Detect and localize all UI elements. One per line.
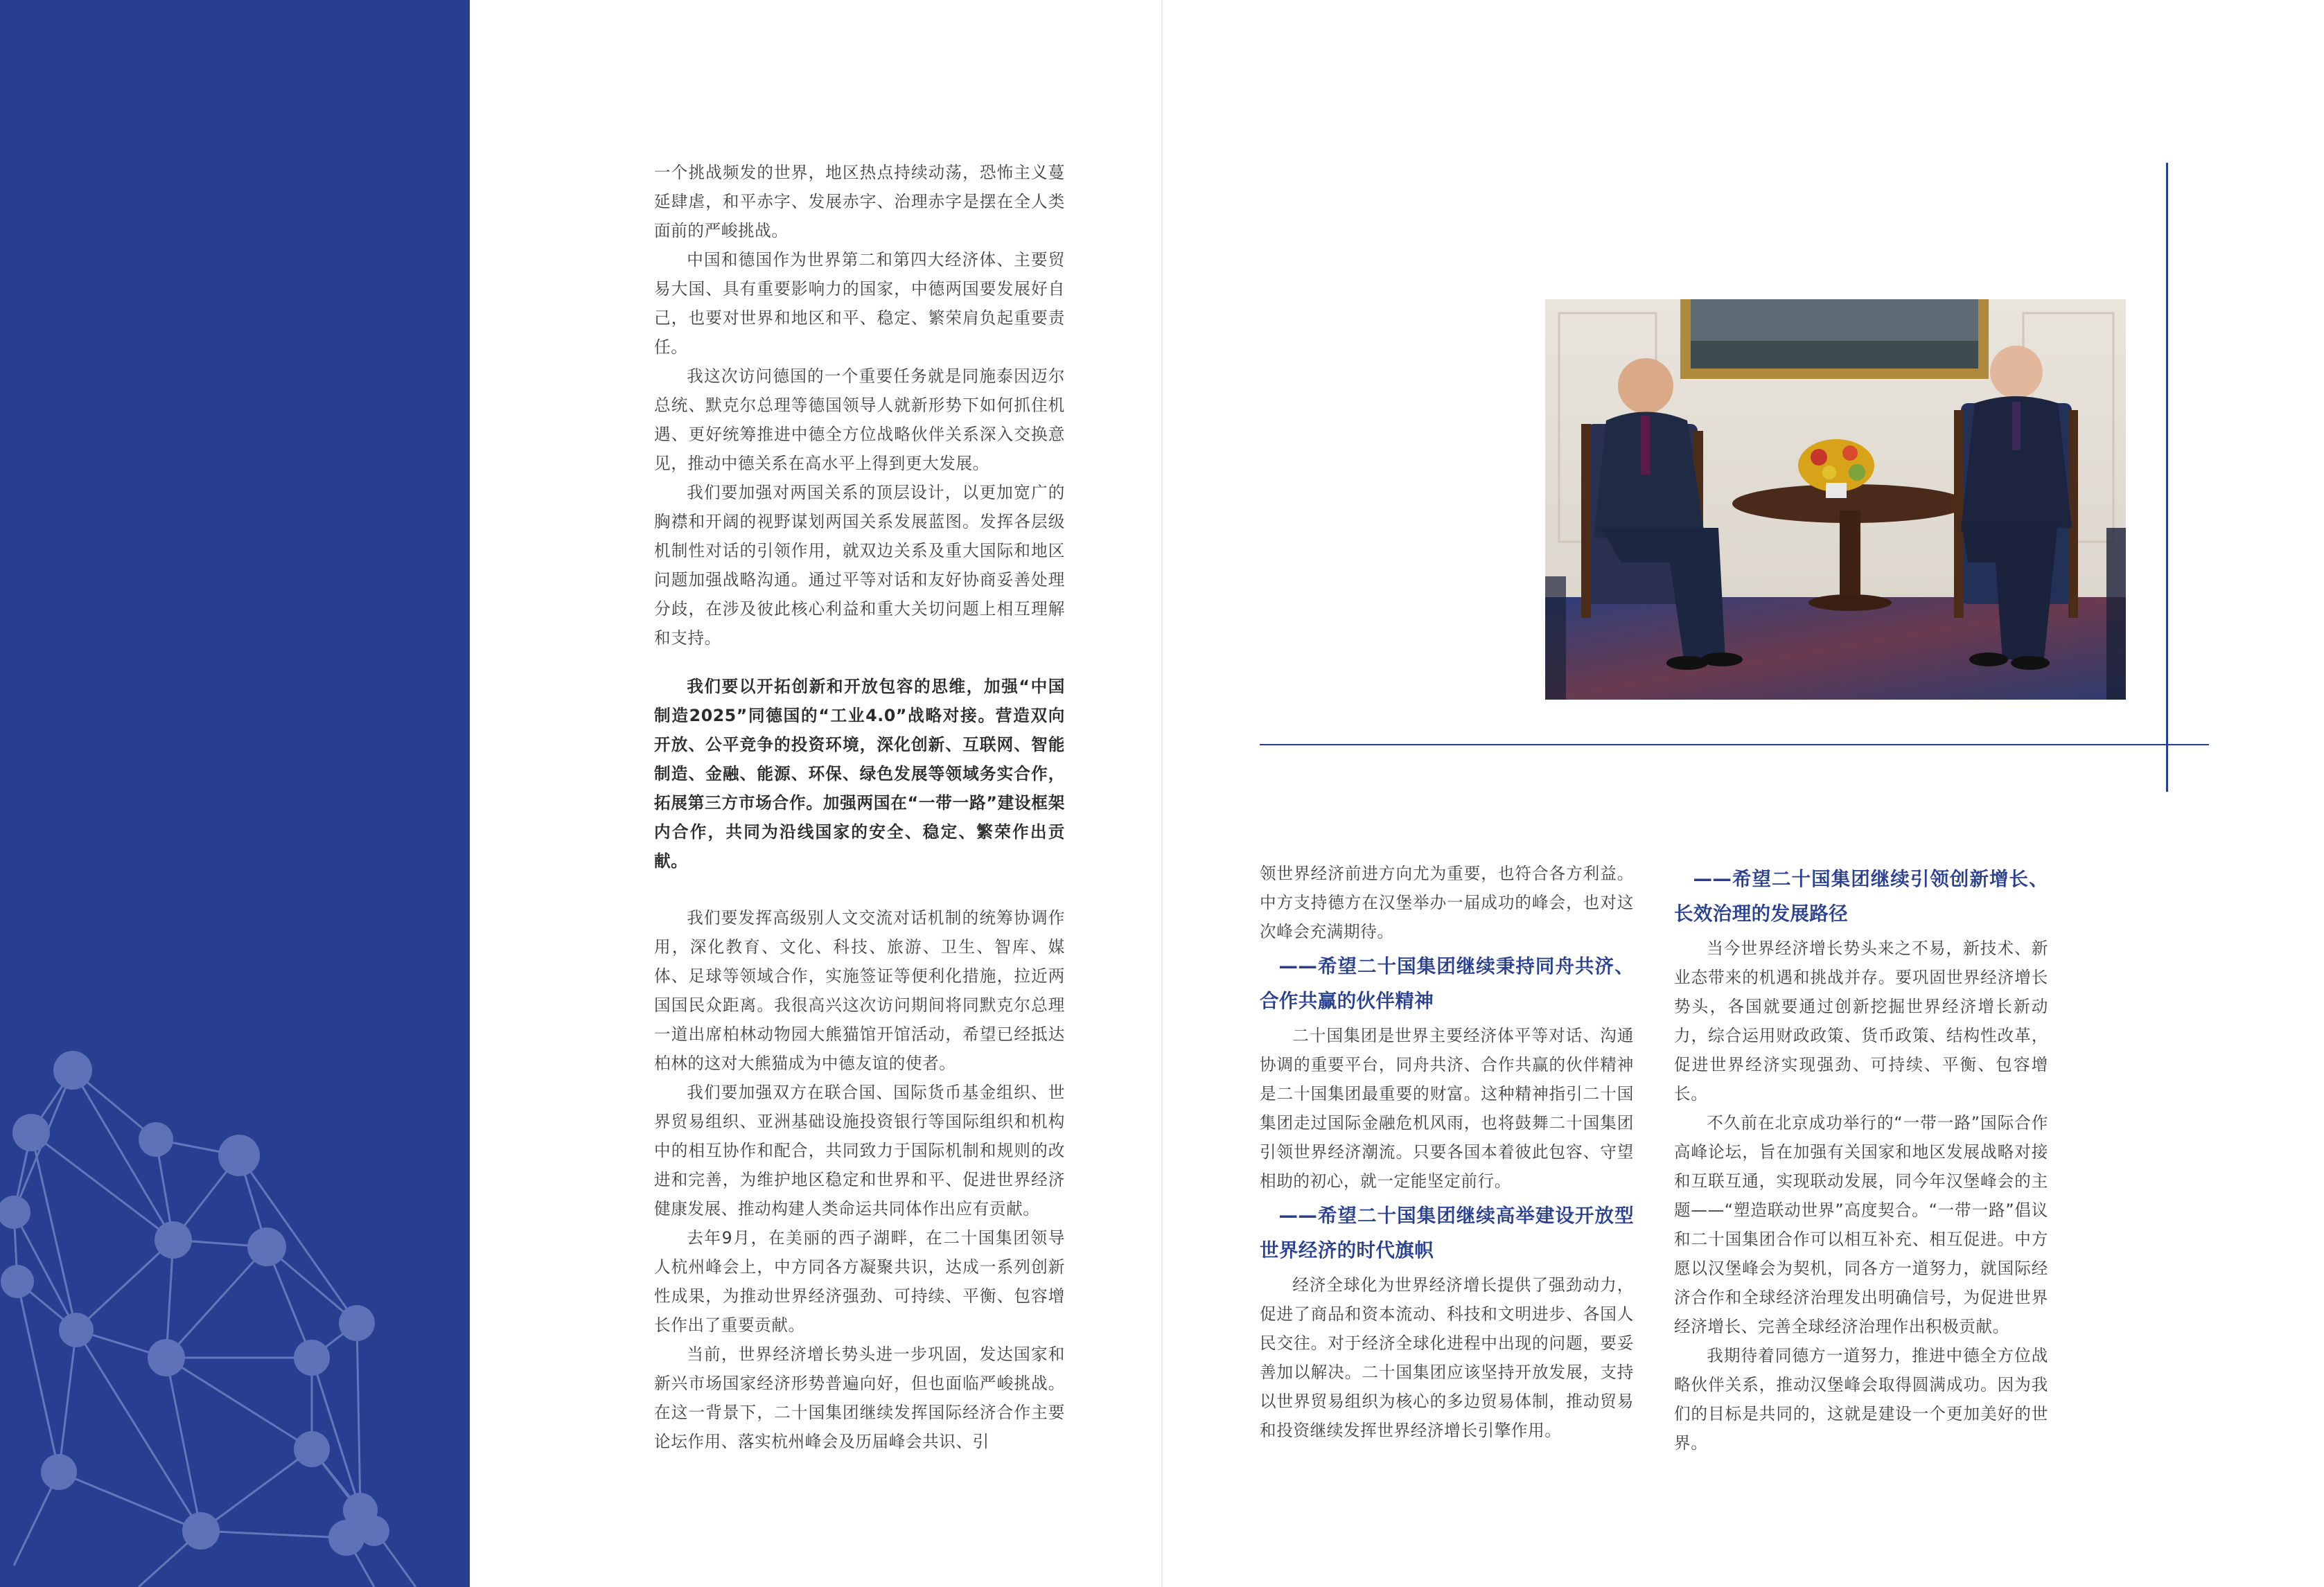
paragraph: 经济全球化为世界经济增长提供了强劲动力，促进了商品和资本流动、科技和文明进步、各国人民交往。对于经济全球化进程中出现的问题，要妥善加以解决。二十国集团应该坚持开放发展，支持以世界贸易组织为核心的多边贸易体制，推动贸易和投资继续发挥世界经济增长引擎作用。 bbox=[1260, 1275, 1634, 1440]
paragraph: 当前，世界经济增长势头进一步巩固，发达国家和新兴市场国家经济形势普遍向好，但也面临严峻挑战。在这一背景下，二十国集团继续发挥国际经济合作主要论坛作用、落实杭州峰会及历届峰会共识、引 bbox=[654, 1345, 1065, 1451]
left-page-column bbox=[654, 158, 1065, 1456]
paragraph: 领世界经济前进方向尤为重要，也符合各方利益。中方支持德方在汉堡举办一届成功的峰会，也对这次峰会充满期待。 bbox=[1260, 864, 1634, 941]
network-graphic bbox=[0, 1039, 470, 1587]
paragraph: 当今世界经济增长势头来之不易，新技术、新业态带来的机遇和挑战并存。要巩固世界经济增长势头，各国就要通过创新挖掘世界经济增长新动力，综合运用财政政策、货币政策、结构性改革，促进世界经济实现强劲、可持续、平衡、包容增长。 bbox=[1674, 939, 2048, 1103]
paragraph: 我这次访问德国的一个重要任务就是同施泰因迈尔总统、默克尔总理等德国领导人就新形势下如何抓住机遇、更好统筹推进中德全方位战略伙伴关系深入交换意见，推动中德关系在高水平上得到更大发展。 bbox=[654, 366, 1065, 473]
bold-paragraph: 我们要以开拓创新和开放包容的思维，加强“中国制造2025”同德国的“工业4.0”战略对接。营造双向开放、公平竞争的投资环境，深化创新、互联网、智能制造、金融、能源、环保、绿色发展等领域务实合作，拓展第三方市场合作。加强两国在“一带一路”建设框架内合作，共同为沿线国家的安全、稳定、繁荣作出贡献。 bbox=[654, 677, 1065, 871]
paragraph: 一个挑战频发的世界，地区热点持续动荡，恐怖主义蔓延肆虐，和平赤字、发展赤字、治理赤字是摆在全人类面前的严峻挑战。 bbox=[654, 163, 1065, 240]
paragraph: 二十国集团是世界主要经济体平等对话、沟通协调的重要平台，同舟共济、合作共赢的伙伴精神是二十国集团最重要的财富。这种精神指引二十国集团走过国际金融危机风雨，也将鼓舞二十国集团引领世界经济潮流。只要各国本着彼此包容、守望相助的初心，就一定能坚定前行。 bbox=[1260, 1026, 1634, 1191]
paragraph: 我们要加强双方在联合国、国际货币基金组织、世界贸易组织、亚洲基础设施投资银行等国际组织和机构中的相互协作和配合，共同致力于国际机制和规则的改进和完善，为维护地区稳定和世界和平、促进世界经济健康发展、推动构建人类命运共同体作出应有贡献。 bbox=[654, 1083, 1065, 1218]
section-heading: ——希望二十国集团继续高举建设开放型世界经济的时代旗帜 bbox=[1260, 1205, 1634, 1261]
section-heading: ——希望二十国集团继续秉持同舟共济、合作共赢的伙伴精神 bbox=[1260, 955, 1634, 1012]
right-page-column-1 bbox=[1260, 859, 1634, 1445]
decorative-blue-panel bbox=[0, 0, 470, 1587]
section-heading: ——希望二十国集团继续引领创新增长、长效治理的发展路径 bbox=[1674, 868, 2048, 925]
paragraph: 中国和德国作为世界第二和第四大经济体、主要贸易大国、具有重要影响力的国家，中德两国要发展好自己，也要对世界和地区和平、稳定、繁荣肩负起重要责任。 bbox=[654, 250, 1065, 357]
paragraph: 不久前在北京成功举行的“一带一路”国际合作高峰论坛，旨在加强有关国家和地区发展战略对接和互联互通，实现联动发展，同今年汉堡峰会的主题——“塑造联动世界”高度契合。“一带一路”倡议和二十国集团合作可以相互补充、相互促进。中方愿以汉堡峰会为契机，同各方一道努力，就国际经济合作和全球经济治理发出明确信号，为促进世界经济增长、完善全球经济治理作出积极贡献。 bbox=[1674, 1113, 2048, 1336]
vertical-rule bbox=[2166, 163, 2168, 792]
paragraph: 我们要加强对两国关系的顶层设计，以更加宽广的胸襟和开阔的视野谋划两国关系发展蓝图。发挥各层级机制性对话的引领作用，就双边关系及重大国际和地区问题加强战略沟通。通过平等对话和友好协商妥善处理分歧，在涉及彼此核心利益和重大关切问题上相互理解和支持。 bbox=[654, 483, 1065, 648]
horizontal-rule bbox=[1260, 744, 2209, 745]
page-fold bbox=[1161, 0, 1163, 1587]
paragraph: 去年9月，在美丽的西子湖畔，在二十国集团领导人杭州峰会上，中方同各方凝聚共识，达成一系列创新性成果，为推动世界经济强劲、可持续、平衡、包容增长作出了重要贡献。 bbox=[654, 1228, 1065, 1335]
paragraph: 我们要发挥高级别人文交流对话机制的统筹协调作用，深化教育、文化、科技、旅游、卫生、智库、媒体、足球等领域合作，实施签证等便利化措施，拉近两国国民众距离。我很高兴这次访问期间将同默克尔总理一道出席柏林动物园大熊猫馆开馆活动，希望已经抵达柏林的这对大熊猫成为中德友谊的使者。 bbox=[654, 908, 1065, 1073]
right-page-column-2 bbox=[1674, 859, 2048, 1457]
meeting-photo bbox=[1545, 299, 2126, 700]
paragraph: 我期待着同德方一道努力，推进中德全方位战略伙伴关系，推动汉堡峰会取得圆满成功。因为我们的目标是共同的，这就是建设一个更加美好的世界。 bbox=[1674, 1346, 2048, 1453]
